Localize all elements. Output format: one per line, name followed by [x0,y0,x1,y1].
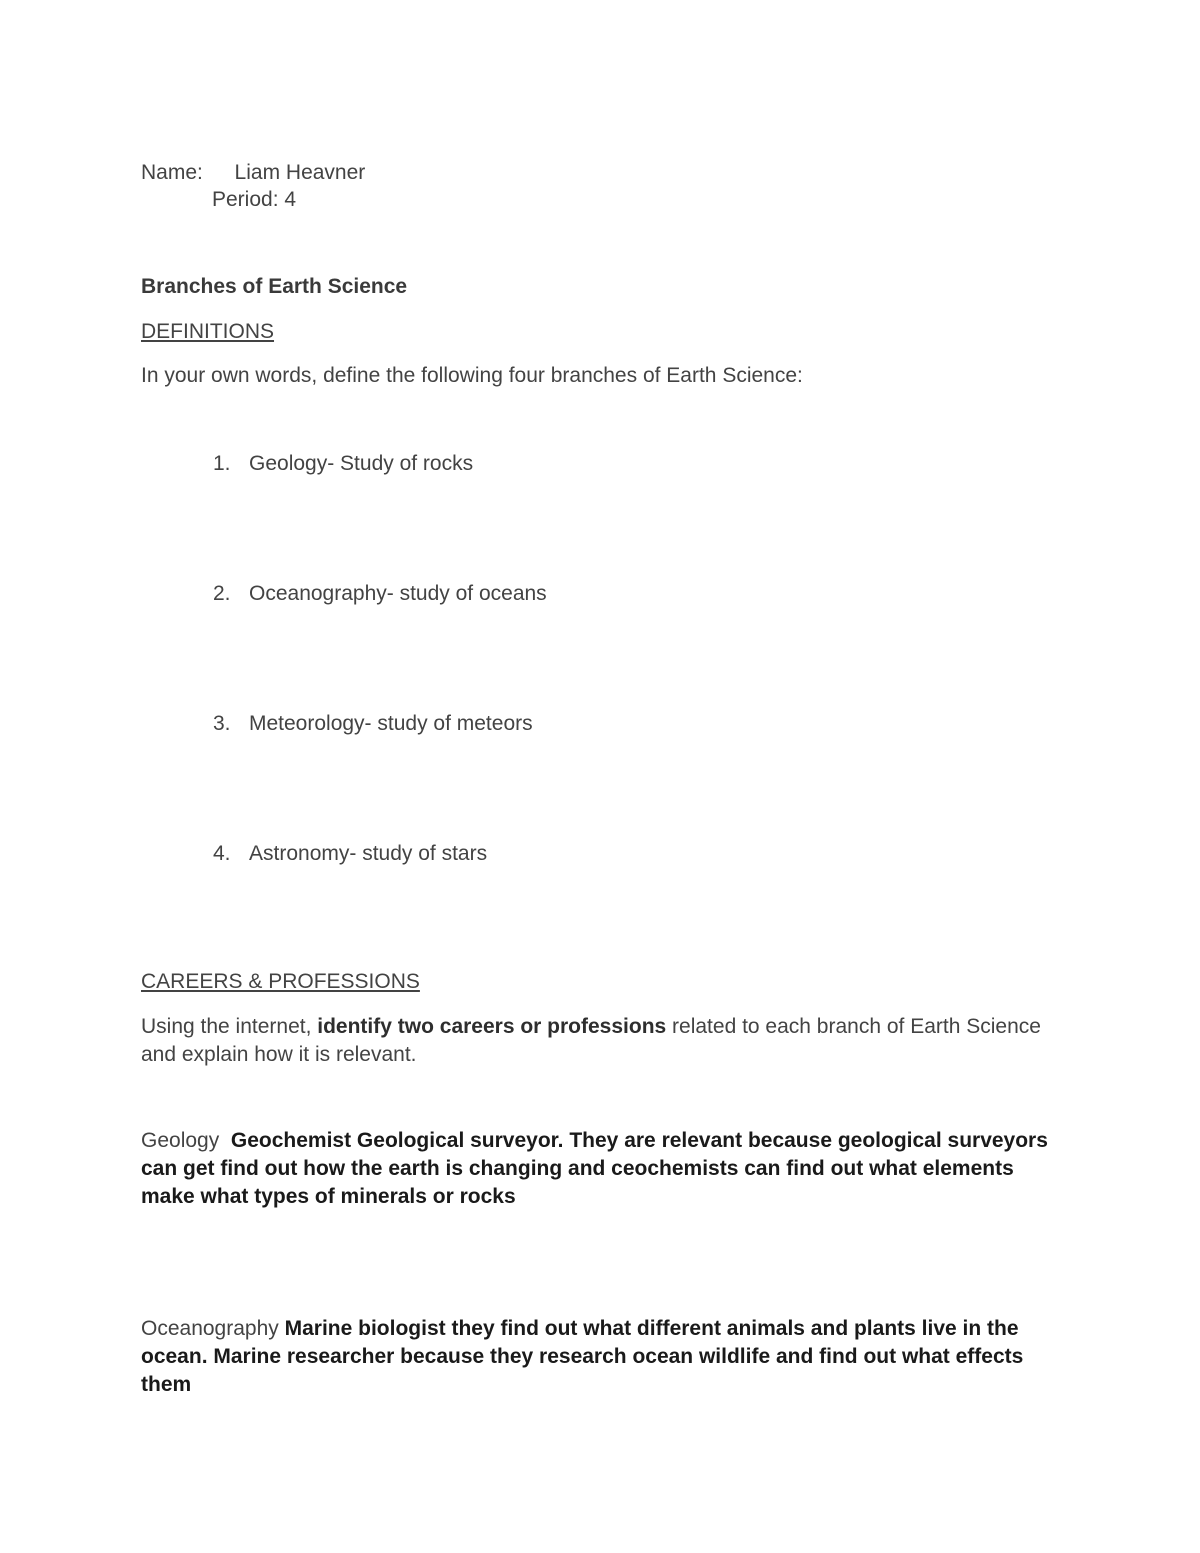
list-item-number: 1. [213,452,231,475]
page-title: Branches of Earth Science [141,275,408,298]
career-answer: Marine biologist they find out what different animals and plants live in the ocean. Marine researcher because they research ocean wildlife and find out what effects them [141,1317,1024,1396]
list-item [213,840,487,868]
careers-heading: CAREERS & PROFESSIONS [141,970,420,993]
name-value: Liam Heavner [234,161,366,184]
career-entry-geology [141,1127,1071,1211]
list-item-number: 3. [213,712,231,735]
name-label: Name: [141,161,203,184]
name-line [141,159,365,187]
career-branch: Geology [141,1129,220,1152]
careers-instructions [141,1013,1071,1069]
list-item-number: 2. [213,582,231,605]
period-line: Period: 4 [212,188,297,211]
definitions-instructions: In your own words, define the following four branches of Earth Science: [141,364,803,387]
definitions-heading: DEFINITIONS [141,320,275,343]
list-item-text: Oceanography- study of oceans [249,582,547,605]
list-item [213,710,533,738]
list-item [213,450,473,478]
careers-instructions-post: related to each branch of Earth Science and explain how it is relevant. [141,1015,1041,1066]
list-item-number: 4. [213,842,231,865]
career-answer: Geochemist Geological surveyor. They are relevant because geological surveyors can get find out how the earth is changing and ceochemists can find out what elements make what types of minerals or rocks [141,1129,1048,1208]
careers-instructions-bold: identify two careers or professions [317,1015,667,1038]
list-item-text: Astronomy- study of stars [249,842,488,865]
list-item-text: Meteorology- study of meteors [249,712,533,735]
careers-instructions-pre: Using the internet, [141,1015,318,1038]
career-entry-oceanography [141,1315,1071,1399]
list-item-text: Geology- Study of rocks [249,452,474,475]
career-branch: Oceanography [141,1317,279,1340]
list-item [213,580,547,608]
